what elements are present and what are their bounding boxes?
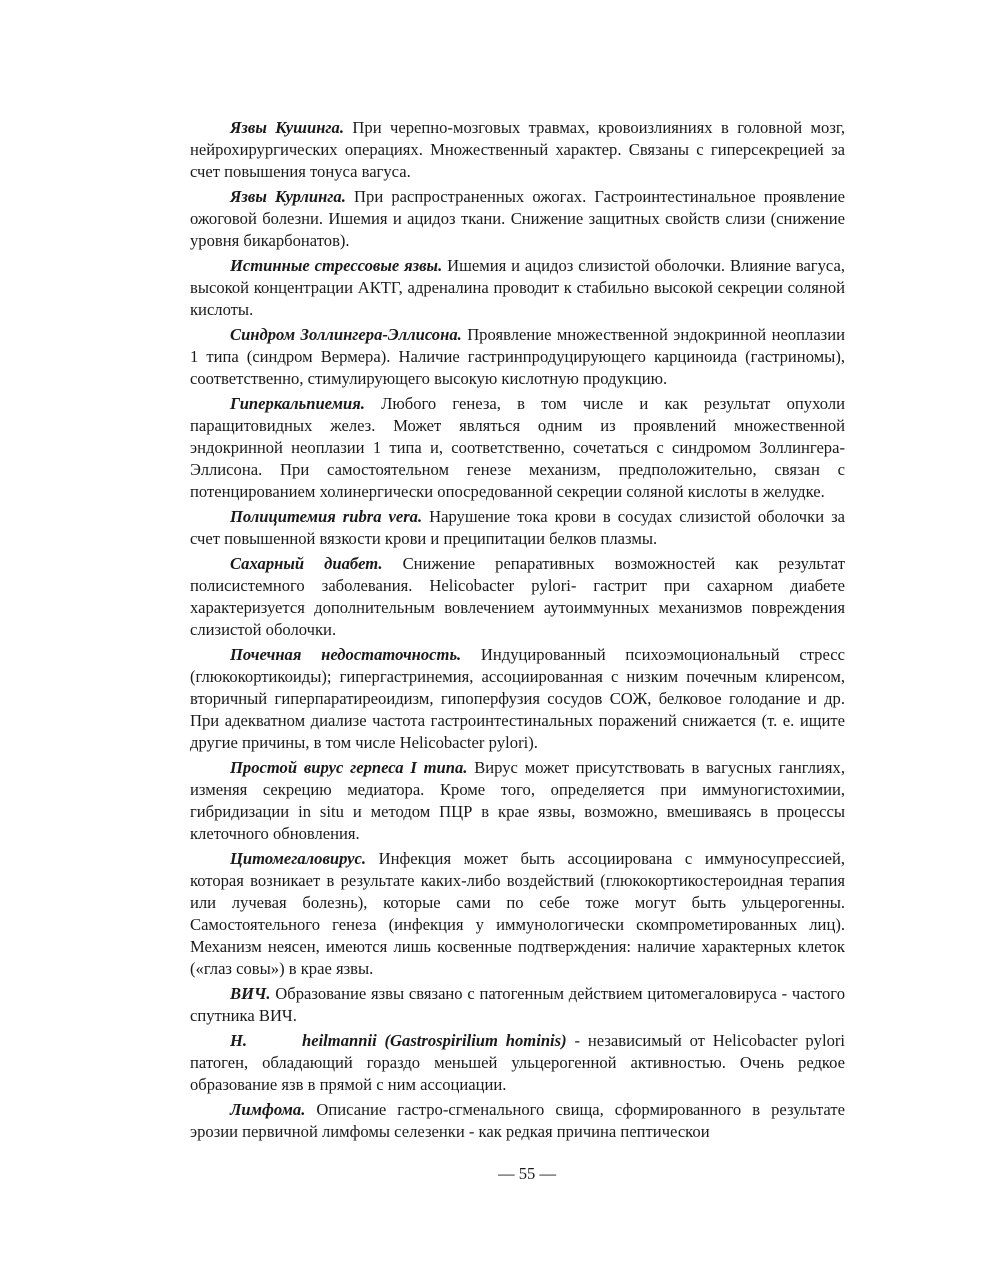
paragraph <box>190 506 845 550</box>
paragraph-term: Гиперкальпиемия. <box>230 394 365 413</box>
paragraph-term: Цитомегаловирус. <box>230 849 367 868</box>
paragraph <box>190 117 845 183</box>
paragraph-text: Индуцированный психоэмоциональный стресс (глюкокортикоиды); гипергастринемия, ассоциированная с низким почечным клиренсом, вторичный гиперпаратиреоидизм, гипоперфузия сосудов СОЖ, белковое голодание и др. При адекватном диализе частота гастроинтестинальных поражений снижается (т. е. ищите другие причины, в том числе Helicobacter pylori). <box>190 645 845 752</box>
paragraph <box>190 324 845 390</box>
paragraph-text: Нарушение тока крови в сосудах слизистой оболочки за счет повышенной вязкости крови и преципитации белков плазмы. <box>190 507 845 548</box>
paragraph-text: - независимый от Helicobacter pylori патоген, обладающий гораздо меньшей ульцерогенной активностью. Очень редкое образование язв в прямой с ним ассоциации. <box>190 1031 845 1094</box>
paragraph <box>190 757 845 845</box>
paragraph-term: Истинные стрессовые язвы. <box>230 256 443 275</box>
paragraph-text: Инфекция может быть ассоциирована с иммуносупрессией, которая возникает в результате каких-либо воздействий (глюкокортикостероидная терапия или лучевая болезнь), которые сами по себе тоже могут быть ульцерогенны. Самостоятельного генеза (инфекция у иммунологически скомпрометированных лиц). Механизм неясен, имеются лишь косвенные подтверждения: наличие характерных клеток («глаз совы») в крае язвы. <box>190 849 845 978</box>
paragraph-term: ВИЧ. <box>230 984 271 1003</box>
paragraph <box>190 1099 845 1143</box>
paragraph <box>190 186 845 252</box>
paragraph-text: При черепно-мозговых травмах, кровоизлияниях в головной мозг, нейрохирургических операциях. Множественный характер. Связаны с гиперсекрецией за счет повышения тонуса вагуса. <box>190 118 845 181</box>
paragraph-text: Снижение репаративных возможностей как результат полисистемного заболевания. Helicobacter pylori- гастрит при сахарном диабете характеризуется дополнительным вовлечением аутоиммунных механизмов повреждения слизистой оболочки. <box>190 554 845 639</box>
paragraph-term: Почечная недостаточность. <box>230 645 462 664</box>
paragraph-text: Любого генеза, в том числе и как результат опухоли паращитовидных желез. Может являться одним из проявлений множественной эндокринной неоплазии 1 типа и, соответственно, сочетаться с синдромом Золлингера-Эллисона. При самостоятельном генезе механизм, предположительно, связан с потенцированием холинергически опосредованной секреции соляной кислоты в желудке. <box>190 394 845 501</box>
paragraph <box>190 848 845 980</box>
page-number: — 55 — <box>497 1164 557 1183</box>
paragraph <box>190 393 845 503</box>
paragraph-text: Ишемия и ацидоз слизистой оболочки. Влияние вагуса, высокой концентрации АКТГ, адреналина проводит к стабильно высокой секреции соляной кислоты. <box>190 256 845 319</box>
paragraph-term: Сахарный диабет. <box>230 554 383 573</box>
paragraph-text: При распространенных ожогах. Гастроинтестинальное проявление ожоговой болезни. Ишемия и ацидоз ткани. Снижение защитных свойств слизи (снижение уровня бикарбонатов). <box>190 187 845 250</box>
paragraph-text: Образование язвы связано с патогенным действием цитомегаловируса - частого спутника ВИЧ. <box>190 984 845 1025</box>
paragraph-text: Проявление множественной эндокринной неоплазии 1 типа (синдром Вермера). Наличие гастринпродуцирующего карциноида (гастриномы), соответственно, стимулирующего высокую кислотную продукцию. <box>190 325 846 388</box>
paragraph-term: Язвы Кушинга. <box>230 118 344 137</box>
paragraph-term: Простой вирус герпеса I типа. <box>230 758 468 777</box>
paragraph-text: Вирус может присутствовать в вагусных ганглиях, изменяя секрецию медиатора. Кроме того, определяется при иммуногистохимии, гибридизации in situ и методом ПЦР в крае язвы, возможно, вмешиваясь в процессы клеточного обновления. <box>190 758 845 843</box>
paragraph-term: Лимфома. <box>230 1100 306 1119</box>
paragraph-text: Описание гастро-сгменального свища, сформированного в результате эрозии первичной лимфомы селезенки - как редкая причина пептическои <box>190 1100 845 1141</box>
paragraph <box>190 983 845 1027</box>
paragraph <box>190 644 845 754</box>
paragraph-term: Синдром Золлингера-Эллисона. <box>230 325 462 344</box>
page-body <box>190 117 845 1146</box>
paragraph <box>190 255 845 321</box>
paragraph-term: Язвы Курлинга. <box>230 187 346 206</box>
paragraph-term: Полицитемия rubra vera. <box>230 507 423 526</box>
paragraph <box>190 1030 845 1096</box>
paragraph <box>190 553 845 641</box>
paragraph-term: H. heilmannii (Gastrospirilium hominis) <box>230 1031 567 1050</box>
